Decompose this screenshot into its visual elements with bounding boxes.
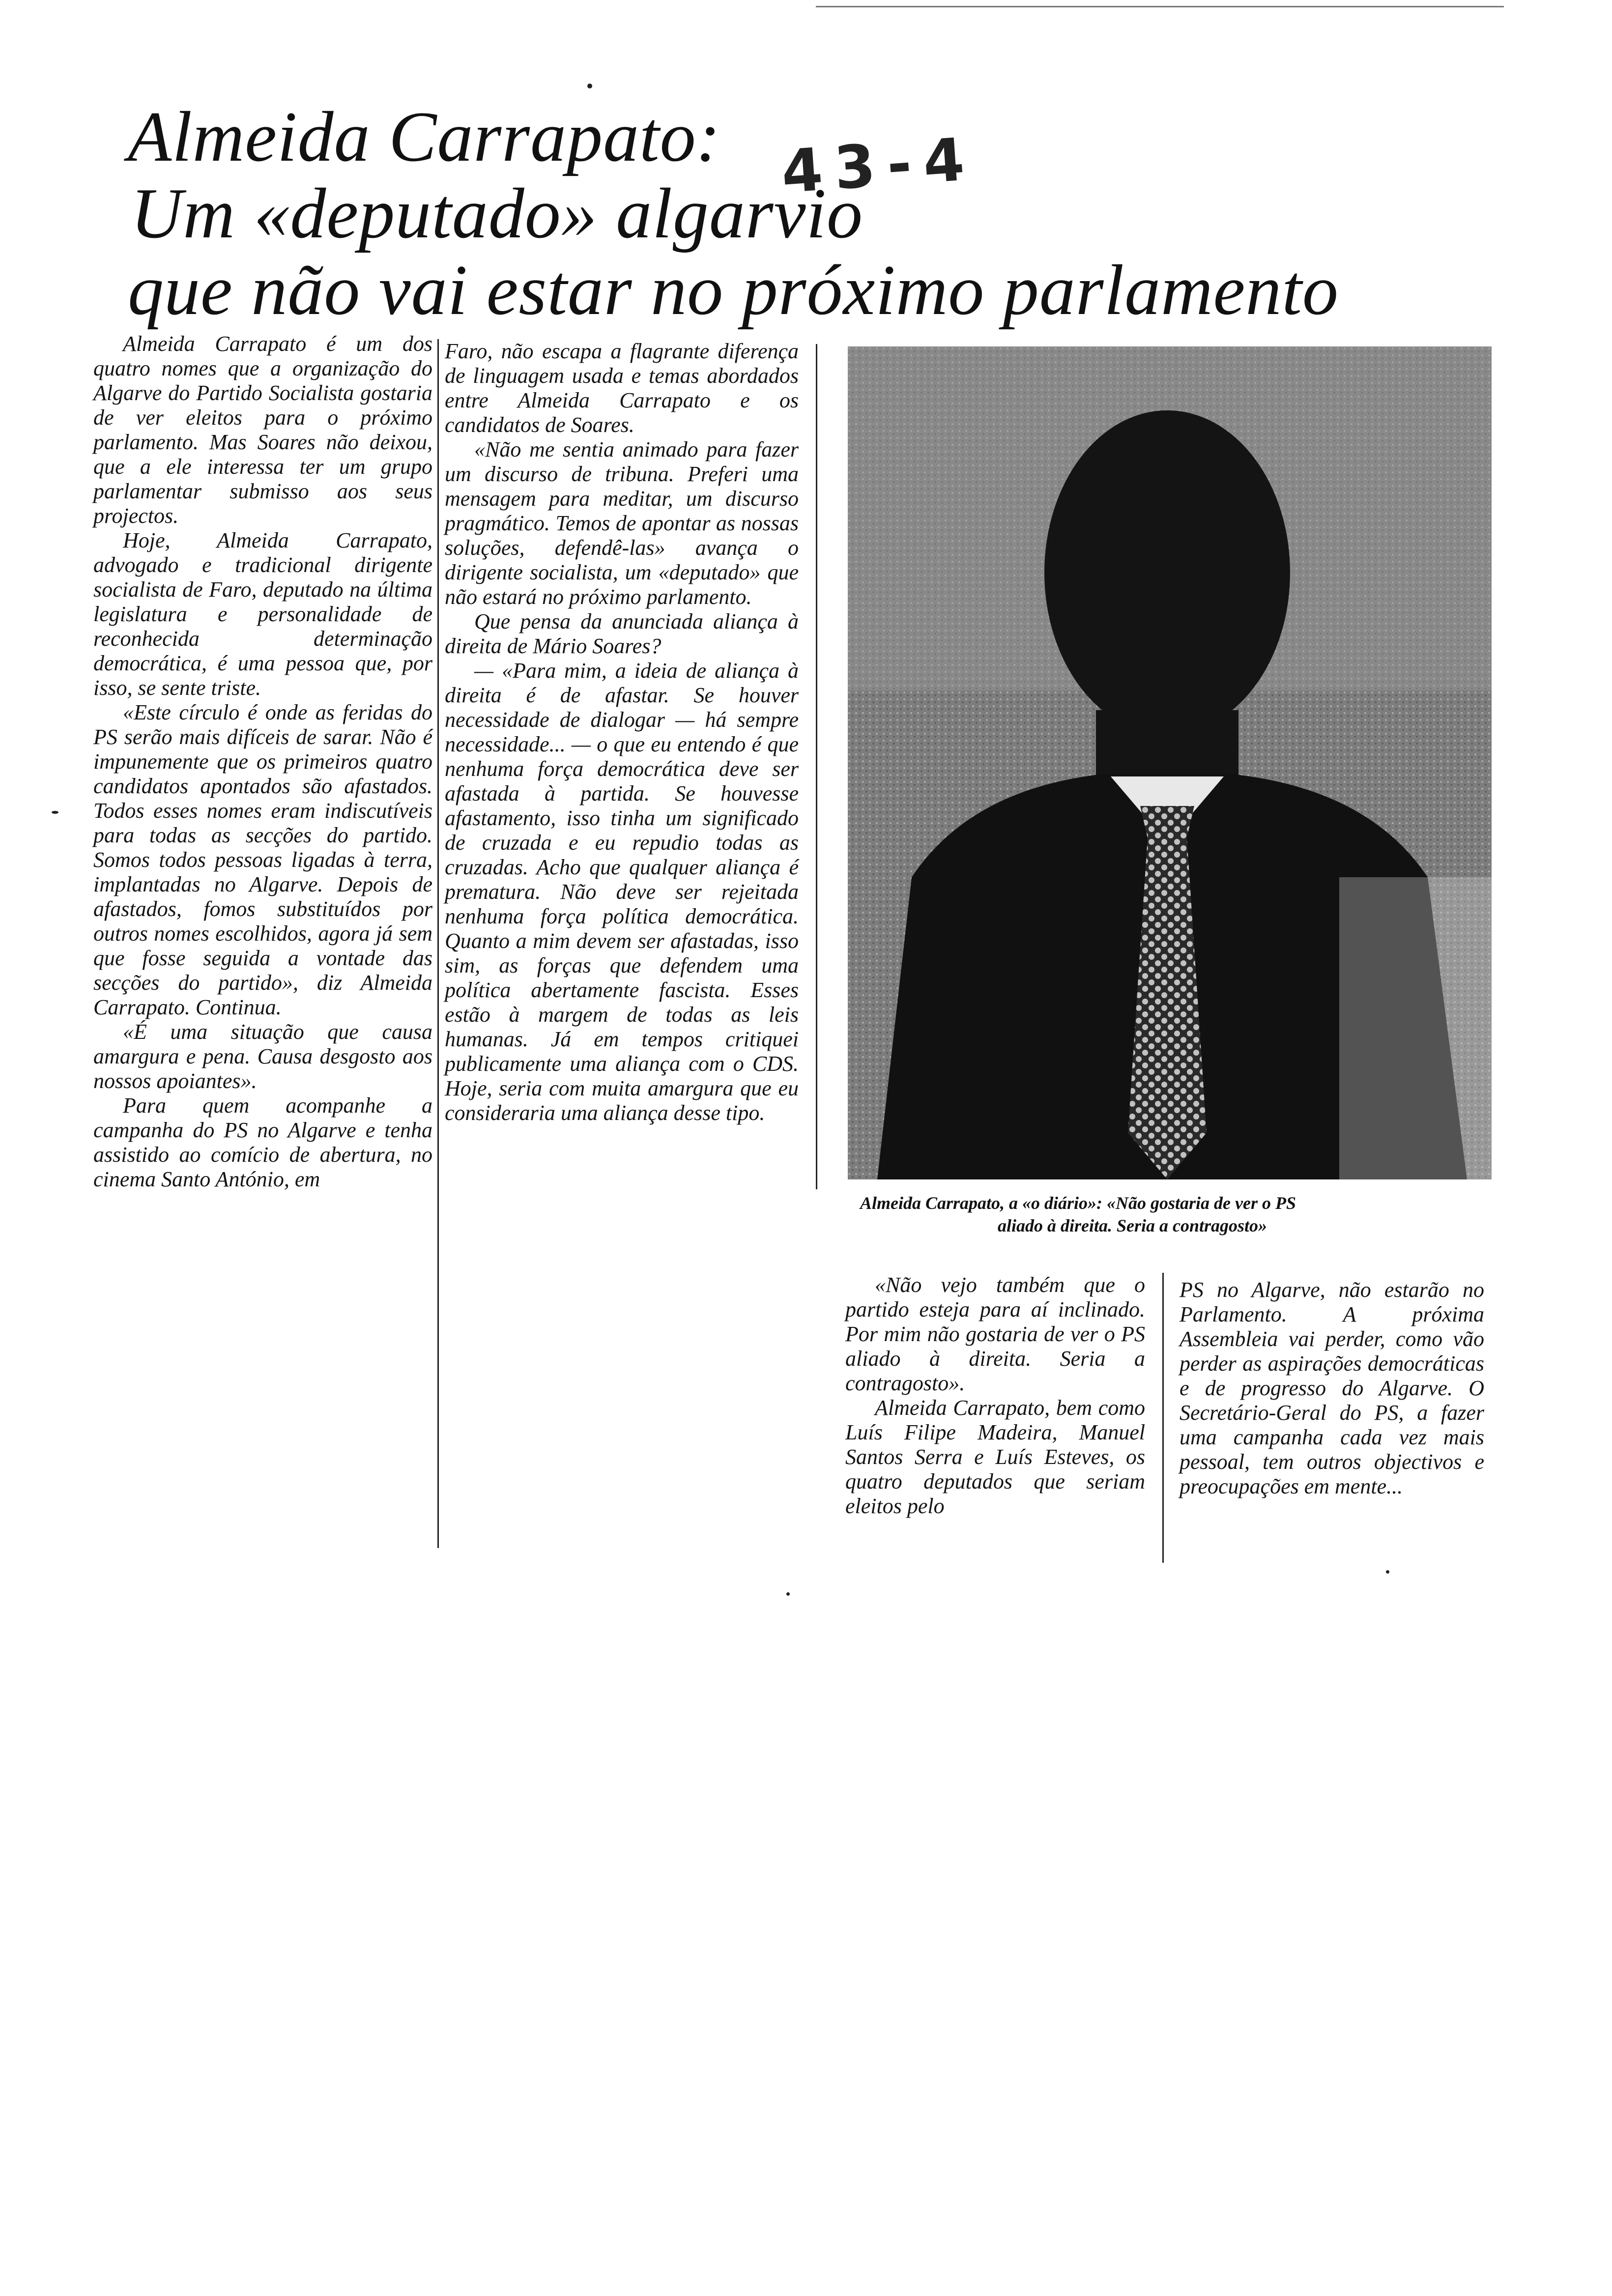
paragraph: «É uma situação que causa amargura e pena. Causa desgosto aos nossos apoiantes».	[93, 1020, 432, 1093]
headline-line-1: Almeida Carrapato:	[128, 97, 721, 176]
article-column-1	[93, 332, 432, 1192]
paragraph: Almeida Carrapato é um dos quatro nomes que a organização do Algarve do Partido Socialista gostaria de ver eleitos para o próximo parlamento. Mas Soares não deixou, que a ele interessa ter um grupo parlamentar submisso aos seus projectos.	[93, 332, 432, 528]
column-divider	[437, 339, 439, 1548]
headline-line-2: Um «deputado» algarvio	[131, 173, 863, 253]
paragraph: «Não me sentia animado para fazer um discurso de tribuna. Preferi uma mensagem para meditar, um discurso pragmático. Temos de apontar as nossas soluções, defendê-las» avança o dirigente socialista, um «deputado» que não estará no próximo parlamento.	[445, 437, 799, 609]
paragraph: PS no Algarve, não estarão no Parlamento. A próxima Assembleia vai perder, como vão perder as aspirações democráticas e de progresso do Algarve. O Secretário-Geral do PS, a fazer uma campanha cada vez mais pessoal, tem outros objectivos e preocupações em mente...	[1180, 1278, 1484, 1498]
caption-line-2: aliado à direita. Seria a contragosto»	[998, 1216, 1267, 1235]
column-divider	[816, 344, 817, 1189]
headline-line-3: que não vai estar no próximo parlamento	[128, 250, 1339, 330]
paragraph: — «Para mim, a ideia de aliança à direita é de afastar. Se houver necessidade de dialogar — há sempre necessidade... — o que eu entendo é que nenhuma força democrática deve ser afastada à partida. Se houvesse afastamento, isso tinha um significado de cruzada e eu repudio todas as cruzadas. Acho que qualquer aliança é prematura. Não deve ser rejeitada nenhuma força política democrática. Quanto a mim devem ser afastadas, isso sim, as forças que defendem uma política abertamente fascista. Esses estão à margem de todas as leis humanas. Já em tempos critiquei publicamente uma aliança com o CDS. Hoje, seria com muita amargura que eu consideraria uma aliança desse tipo.	[445, 659, 799, 1125]
paragraph: Almeida Carrapato, bem como Luís Filipe Madeira, Manuel Santos Serra e Luís Esteves, os quatro deputados que seriam eleitos pelo	[845, 1396, 1145, 1518]
paragraph: Que pensa da anunciada aliança à direita de Mário Soares?	[445, 609, 799, 658]
paragraph: Faro, não escapa a flagrante diferença de linguagem usada e temas abordados entre Almeida Carrapato e os candidatos de Soares.	[445, 339, 799, 437]
handwritten-annotation: 43-4	[779, 125, 979, 207]
caption-line-1: Almeida Carrapato, a «o diário»: «Não gostaria de ver o PS	[860, 1193, 1296, 1213]
scan-speck	[52, 811, 58, 814]
paragraph: «Não vejo também que o partido esteja para aí inclinado. Por mim não gostaria de ver o PS aliado à direita. Seria a contragosto».	[845, 1273, 1145, 1395]
article-headline	[128, 98, 1455, 328]
paragraph: Hoje, Almeida Carrapato, advogado e tradicional dirigente socialista de Faro, deputado na última legislatura e personalidade de reconhecida determinação democrática, é uma pessoa que, por isso, se sente triste.	[93, 528, 432, 700]
photo-caption	[860, 1192, 1489, 1237]
scan-speck	[587, 84, 592, 88]
portrait-photo	[848, 346, 1492, 1179]
portrait-illustration	[848, 346, 1492, 1179]
scan-speck	[1386, 1570, 1389, 1574]
paragraph: Para quem acompanhe a campanha do PS no Algarve e tenha assistido ao comício de abertura, no cinema Santo António, em	[93, 1093, 432, 1191]
article-column-2	[445, 339, 799, 1125]
scan-speck	[786, 1592, 790, 1596]
article-column-4	[1180, 1278, 1484, 1499]
paragraph: «Este círculo é onde as feridas do PS serão mais difíceis de sarar. Não é impunemente que os primeiros quatro candidatos apontados são afastados. Todos esses nomes eram indiscutíveis para todas as secções do partido. Somos todos pessoas ligadas à terra, implantadas no Algarve. Depois de afastados, fomos substituídos por outros nomes escolhidos, agora já sem que fosse seguida a vontade das secções do partido», diz Almeida Carrapato. Continua.	[93, 700, 432, 1019]
page-top-rule	[816, 6, 1504, 7]
article-column-3	[845, 1273, 1145, 1519]
column-divider	[1162, 1273, 1164, 1563]
